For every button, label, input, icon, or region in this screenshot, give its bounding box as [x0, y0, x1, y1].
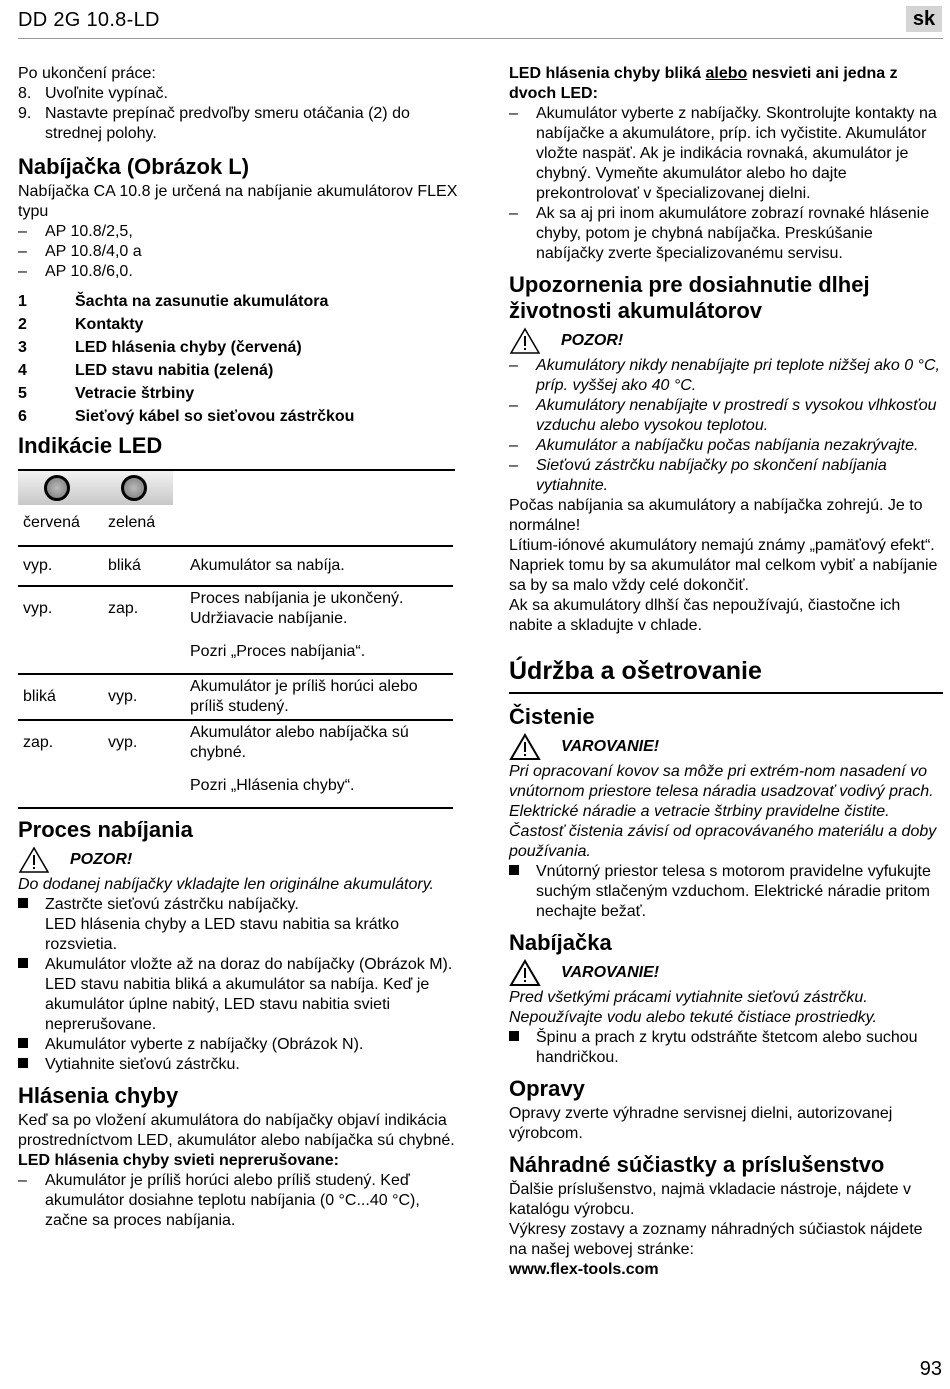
warning-icon	[509, 733, 541, 761]
part-item	[18, 407, 458, 427]
led-row	[18, 546, 453, 586]
life-item: – Sieťovú zástrčku nabíjačky po skončení nabíjania vytiahnite.	[509, 457, 887, 494]
warning-icon	[509, 327, 541, 355]
life-warning	[509, 326, 943, 356]
led-green-state: vyp.	[103, 720, 185, 765]
life-item-text: Akumulátory nenabíjajte v prostredí s vysokou vlhkosťou vzduchu alebo vysokou teplotou.	[536, 397, 937, 434]
error-item: – Akumulátor je príliš horúci alebo príliš studený. Keď akumulátor dosiahne teplotu nabíjania (0 °C...40 °C), začne sa proces nabíjania.	[18, 1172, 420, 1229]
process-warning-label: POZOR!	[70, 851, 133, 868]
blink-item-text: Ak sa aj pri inom akumulátore zobrazí rovnaké hlásenie chyby, potom je chybná nabíjačka. Preskúšanie nabíjačky zverte špecializovanému servisu.	[536, 205, 930, 262]
charger-heading: Nabíjačka (Obrázok L)	[18, 154, 250, 179]
cleaning-warning-text: Pri opracovaní kovov sa môže pri extrém-nom nasadení vo vnútornom priestore telesa náradia usadzovať vodivý prach. Elektrické náradie a vetracie štrbiny pravidelne čistite. Častosť čistenia závisí od opracovávaného materiálu a doby používania.	[509, 763, 937, 860]
led-row	[18, 674, 453, 720]
cleaning-step-text: Vnútorný priestor telesa s motorom pravidelne vyfukujte suchým stlačeným vzduchom. Elektrické náradie pritom nechajte bežať.	[536, 863, 931, 920]
part-name: Šachta na zasunutie akumulátora	[75, 293, 329, 310]
led-green-state: zap.	[103, 586, 185, 631]
charger-type-text: AP 10.8/6,0.	[45, 263, 133, 280]
life-paragraph-3: Ak sa akumulátory dlhší čas nepoužívajú, čiastočne ich nabite a skladujte v chlade.	[509, 597, 901, 634]
led-green-state	[103, 765, 185, 808]
led-red-state: bliká	[18, 674, 103, 720]
blink-list	[509, 104, 943, 264]
led-description: Akumulátor alebo nabíjačka sú chybné.	[185, 720, 453, 765]
life-heading: Upozornenia pre dosiahnutie dlhej životnosti akumulátorov	[509, 272, 870, 323]
part-item	[18, 361, 458, 381]
part-item	[18, 315, 458, 335]
process-step-text: Akumulátor vyberte z nabíjačky (Obrázok N).	[45, 1036, 364, 1053]
warning-icon	[18, 846, 50, 874]
part-number: 2	[18, 316, 27, 333]
green-led-icon	[121, 475, 147, 501]
errors-steady-label: LED hlásenia chyby svieti neprerušovane:	[18, 1152, 340, 1169]
cleaning-warning	[509, 732, 943, 762]
charger-maint-steps	[509, 1028, 943, 1068]
header-divider	[18, 38, 943, 39]
process-step-result: LED hlásenia chyby a LED stavu nabitia sa krátko rozsvietia.	[45, 916, 399, 953]
life-paragraph-2: Lítium-iónové akumulátory nemajú známy „pamäťový efekt“. Napriek tomu by sa akumulátor mal celkom vybiť a nabíjanie sa by sa malo vždy celé dokončiť.	[509, 537, 938, 594]
language-badge: sk	[906, 6, 942, 32]
part-number: 5	[18, 385, 27, 402]
red-led-icon	[44, 475, 70, 501]
warning-icon	[509, 959, 541, 987]
led-col-red: červená	[23, 514, 80, 531]
life-list	[509, 356, 943, 496]
life-paragraph-1: Počas nabíjania sa akumulátory a nabíjačka zohrejú. Je to normálne!	[509, 497, 923, 534]
led-red-state: vyp.	[18, 586, 103, 631]
blink-item: – Akumulátor vyberte z nabíjačky. Skontrolujte kontakty na nabíjačke a akumulátore, príp. ich vyčistite. Akumulátor vložte naspäť. Ak je indikácia rovnaká, akumulátor je chybný. Vymeňte akumulátor alebo ho dajte prekontrolovať v špecializovanej dielni.	[509, 105, 937, 202]
blink-label: LED hlásenia chyby bliká alebo nesvieti ani jedna z dvoch LED:	[509, 65, 898, 102]
page-number: 93	[919, 1358, 942, 1380]
led-description: Pozri „Hlásenia chyby“.	[185, 765, 453, 808]
step-number: 9.	[18, 105, 32, 122]
process-warning	[18, 845, 458, 875]
part-item	[18, 338, 458, 358]
right-column	[509, 64, 943, 1280]
charger-maint-step	[509, 1028, 943, 1068]
life-item: – Akumulátor a nabíjačku počas nabíjania nezakrývajte.	[509, 437, 919, 454]
process-step-text: Akumulátor vložte až na doraz do nabíjačky (Obrázok M).	[45, 956, 453, 973]
life-item-text: Sieťovú zástrčku nabíjačky po skončení nabíjania vytiahnite.	[536, 457, 887, 494]
website-link[interactable]: www.flex-tools.com	[509, 1261, 659, 1278]
life-item: – Akumulátory nikdy nenabíjajte pri teplote nižšej ako 0 °C, príp. vyššej ako 40 °C.	[509, 357, 940, 394]
charger-intro: Nabíjačka CA 10.8 je určená na nabíjanie akumulátorov FLEX typu	[18, 183, 458, 220]
step-number: 8.	[18, 85, 32, 102]
led-row	[18, 720, 453, 765]
part-item	[18, 384, 458, 404]
life-warning-label: POZOR!	[561, 332, 624, 349]
process-heading: Proces nabíjania	[18, 817, 193, 842]
charger-type-item: – AP 10.8/4,0 a	[18, 243, 142, 260]
error-item-text: Akumulátor je príliš horúci alebo príliš studený. Keď akumulátor dosiahne teplotu nabíjania (0 °C...40 °C), začne sa proces nabíjania.	[45, 1172, 420, 1229]
led-green-state: bliká	[103, 546, 185, 586]
process-step	[18, 1035, 458, 1055]
cleaning-heading: Čistenie	[509, 704, 595, 729]
process-step-text: Zastrčte sieťovú zástrčku nabíjačky.	[45, 896, 299, 913]
led-red-state	[18, 631, 103, 674]
led-indicator-graphic	[18, 471, 173, 505]
charger-type-text: AP 10.8/4,0 a	[45, 243, 142, 260]
process-step-result: LED stavu nabitia bliká a akumulátor sa nabíja. Keď je akumulátor úplne nabitý, LED stavu nabitia svieti neprerušovane.	[45, 976, 430, 1033]
errors-steady-list	[18, 1171, 458, 1231]
process-steps	[18, 895, 458, 1075]
led-description: Akumulátor sa nabíja.	[185, 546, 453, 586]
led-green-state: vyp.	[103, 674, 185, 720]
parts-list	[18, 292, 458, 427]
part-number: 6	[18, 408, 27, 425]
maintenance-heading: Údržba a ošetrovanie	[509, 657, 762, 685]
maintenance-rule	[509, 692, 943, 694]
charger-type-item: – AP 10.8/2,5,	[18, 223, 133, 240]
charger-types-list	[18, 222, 458, 282]
led-green-state	[103, 631, 185, 674]
led-red-state	[18, 765, 103, 808]
charger-warning-label: VAROVANIE!	[561, 964, 660, 981]
process-step-text: Vytiahnite sieťovú zástrčku.	[45, 1056, 240, 1073]
spare-parts-p2: Výkresy zostavy a zoznamy náhradných súčiastok nájdete na našej webovej stránke:	[509, 1221, 923, 1258]
led-row	[18, 631, 453, 674]
step-item	[18, 84, 458, 104]
part-name: Sieťový kábel so sieťovou zástrčkou	[75, 408, 355, 425]
led-description: Pozri „Proces nabíjania“.	[190, 643, 366, 660]
part-name: LED hlásenia chyby (červená)	[75, 339, 302, 356]
part-name: LED stavu nabitia (zelená)	[75, 362, 274, 379]
step-text: Uvoľnite vypínač.	[45, 85, 168, 102]
charger-maint-step-text: Špinu a prach z krytu odstráňte štetcom alebo suchou handričkou.	[536, 1029, 918, 1066]
led-red-state: vyp.	[18, 546, 103, 586]
charger-maint-heading: Nabíjačka	[509, 930, 612, 955]
errors-intro: Keď sa po vložení akumulátora do nabíjačky objaví indikácia prostredníctvom LED, akumulátor alebo nabíjačka sú chybné.	[18, 1112, 455, 1149]
cleaning-step	[509, 862, 943, 922]
process-step	[18, 895, 458, 915]
after-work-steps	[18, 84, 458, 144]
process-warning-text: Do dodanej nabíjačky vkladajte len originálne akumulátory.	[18, 876, 434, 893]
errors-heading: Hlásenia chyby	[18, 1083, 179, 1108]
left-column	[18, 64, 458, 1231]
led-col-green: zelená	[108, 514, 156, 531]
part-name: Vetracie štrbiny	[75, 385, 195, 402]
led-heading: Indikácie LED	[18, 433, 163, 458]
step-text: Nastavte prepínač predvoľby smeru otáčania (2) do strednej polohy.	[45, 105, 410, 142]
led-description: Akumulátor je príliš horúci alebo príliš studený.	[185, 674, 453, 720]
spare-parts-p1: Ďalšie príslušenstvo, najmä vkladacie nástroje, nájdete v katalógu výrobcu.	[509, 1181, 911, 1218]
process-step	[18, 955, 458, 975]
life-item-text: Akumulátory nikdy nenabíjajte pri teplote nižšej ako 0 °C, príp. vyššej ako 40 °C.	[536, 357, 940, 394]
charger-warning-text: Pred všetkými prácami vytiahnite sieťovú zástrčku. Nepoužívajte vodu alebo tekuté čistiace prostriedky.	[509, 989, 877, 1026]
document-title: DD 2G 10.8-LD	[18, 9, 160, 31]
blink-item: – Ak sa aj pri inom akumulátore zobrazí rovnaké hlásenie chyby, potom je chybná nabíjačka. Preskúšanie nabíjačky zverte špecializovanému servisu.	[509, 205, 930, 262]
led-red-state: zap.	[18, 720, 103, 765]
led-table	[18, 545, 453, 809]
repair-text: Opravy zverte výhradne servisnej dielni, autorizovanej výrobcom.	[509, 1105, 893, 1142]
repair-heading: Opravy	[509, 1076, 585, 1101]
charger-type-text: AP 10.8/2,5,	[45, 223, 133, 240]
part-number: 3	[18, 339, 27, 356]
life-item: – Akumulátory nenabíjajte v prostredí s vysokou vlhkosťou vzduchu alebo vysokou teplotou.	[509, 397, 937, 434]
led-description: Proces nabíjania je ukončený. Udržiavacie nabíjanie.	[185, 586, 453, 631]
part-item	[18, 292, 458, 312]
spare-parts-heading: Náhradné súčiastky a príslušenstvo	[509, 1152, 885, 1177]
life-item-text: Akumulátor a nabíjačku počas nabíjania nezakrývajte.	[536, 437, 919, 454]
step-item	[18, 104, 458, 144]
blink-item-text: Akumulátor vyberte z nabíjačky. Skontrolujte kontakty na nabíjačke a akumulátore, príp. ich vyčistite. Akumulátor vložte naspäť. Ak je indikácia rovnaká, akumulátor je chybný. Vymeňte akumulátor alebo ho dajte prekontrolovať v špecializovanej dielni.	[536, 105, 937, 202]
after-work-label: Po ukončení práce:	[18, 65, 156, 82]
process-step	[18, 1055, 458, 1075]
charger-warning	[509, 958, 943, 988]
part-number: 4	[18, 362, 27, 379]
cleaning-warning-label: VAROVANIE!	[561, 738, 660, 755]
led-row	[18, 586, 453, 631]
cleaning-steps	[509, 862, 943, 922]
part-name: Kontakty	[75, 316, 144, 333]
part-number: 1	[18, 293, 27, 310]
led-row	[18, 765, 453, 808]
charger-type-item: – AP 10.8/6,0.	[18, 263, 133, 280]
